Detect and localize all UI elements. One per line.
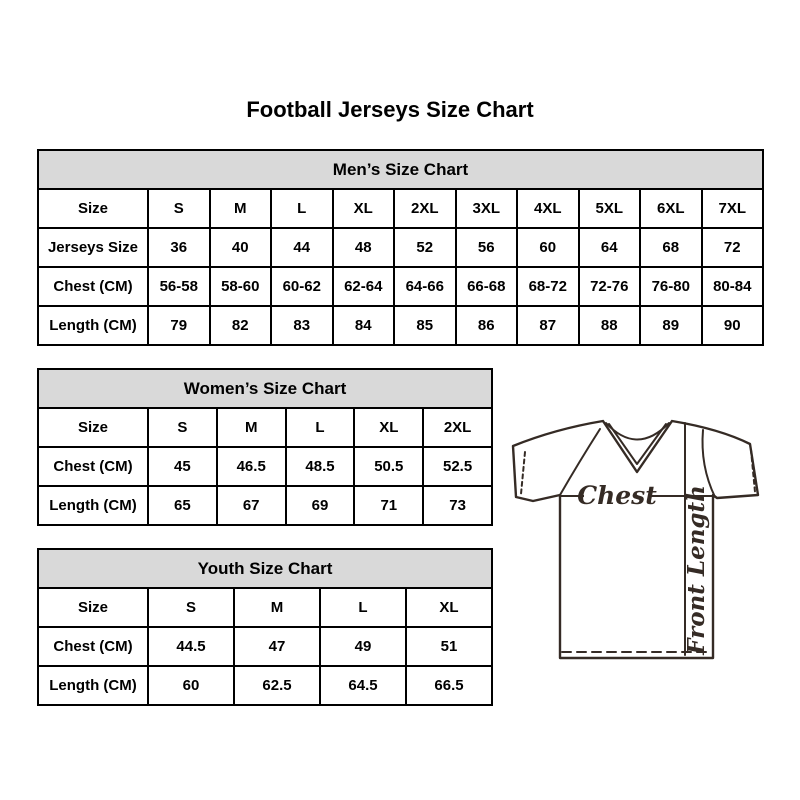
size-cell: XL bbox=[333, 189, 395, 228]
size-cell: 44.5 bbox=[148, 627, 234, 666]
chest-label: Chest bbox=[577, 481, 657, 510]
size-cell: 40 bbox=[210, 228, 272, 267]
size-cell: 89 bbox=[640, 306, 702, 345]
row-label: Chest (CM) bbox=[38, 627, 148, 666]
size-cell: 80-84 bbox=[702, 267, 764, 306]
table-row bbox=[38, 408, 492, 447]
row-label: Length (CM) bbox=[38, 306, 148, 345]
size-cell: 46.5 bbox=[217, 447, 286, 486]
size-cell: 66-68 bbox=[456, 267, 518, 306]
size-cell: 6XL bbox=[640, 189, 702, 228]
size-cell: 64.5 bbox=[320, 666, 406, 705]
size-cell: 72-76 bbox=[579, 267, 641, 306]
size-cell: 52 bbox=[394, 228, 456, 267]
size-cell: S bbox=[148, 408, 217, 447]
table-row bbox=[38, 666, 492, 705]
table-row bbox=[38, 189, 763, 228]
size-cell: 85 bbox=[394, 306, 456, 345]
size-cell: 51 bbox=[406, 627, 492, 666]
size-cell: 69 bbox=[286, 486, 355, 525]
size-cell: 44 bbox=[271, 228, 333, 267]
table-row bbox=[38, 228, 763, 267]
size-cell: 2XL bbox=[423, 408, 492, 447]
size-cell: 71 bbox=[354, 486, 423, 525]
size-cell: L bbox=[286, 408, 355, 447]
size-cell: 86 bbox=[456, 306, 518, 345]
table-row bbox=[38, 267, 763, 306]
table-header-row bbox=[38, 369, 492, 408]
size-cell: M bbox=[234, 588, 320, 627]
size-cell: 47 bbox=[234, 627, 320, 666]
row-label: Chest (CM) bbox=[38, 267, 148, 306]
size-cell: 68 bbox=[640, 228, 702, 267]
size-cell: 2XL bbox=[394, 189, 456, 228]
size-cell: 72 bbox=[702, 228, 764, 267]
front-length-label: Front Length bbox=[683, 485, 710, 655]
size-cell: 60-62 bbox=[271, 267, 333, 306]
size-cell: 50.5 bbox=[354, 447, 423, 486]
womens-table-title: Women’s Size Chart bbox=[38, 369, 492, 408]
size-cell: 90 bbox=[702, 306, 764, 345]
size-cell: S bbox=[148, 588, 234, 627]
row-label: Size bbox=[38, 408, 148, 447]
row-label: Length (CM) bbox=[38, 666, 148, 705]
row-label: Size bbox=[38, 588, 148, 627]
youth-table-title: Youth Size Chart bbox=[38, 549, 492, 588]
womens-size-table bbox=[37, 368, 493, 526]
size-cell: 83 bbox=[271, 306, 333, 345]
row-label: Size bbox=[38, 189, 148, 228]
size-cell: L bbox=[320, 588, 406, 627]
size-cell: XL bbox=[354, 408, 423, 447]
size-cell: 49 bbox=[320, 627, 406, 666]
size-cell: M bbox=[217, 408, 286, 447]
size-cell: 60 bbox=[148, 666, 234, 705]
table-header-row bbox=[38, 150, 763, 189]
table-row bbox=[38, 627, 492, 666]
size-cell: 45 bbox=[148, 447, 217, 486]
size-cell: 5XL bbox=[579, 189, 641, 228]
size-cell: 67 bbox=[217, 486, 286, 525]
size-cell: 68-72 bbox=[517, 267, 579, 306]
size-cell: 73 bbox=[423, 486, 492, 525]
mens-table-title: Men’s Size Chart bbox=[38, 150, 763, 189]
jersey-outline bbox=[513, 421, 758, 658]
size-cell: 7XL bbox=[702, 189, 764, 228]
size-cell: 52.5 bbox=[423, 447, 492, 486]
youth-size-table bbox=[37, 548, 493, 706]
size-cell: 48 bbox=[333, 228, 395, 267]
size-cell: 62.5 bbox=[234, 666, 320, 705]
size-cell: 48.5 bbox=[286, 447, 355, 486]
page-title: Football Jerseys Size Chart bbox=[246, 97, 534, 122]
size-cell: 66.5 bbox=[406, 666, 492, 705]
mens-size-table bbox=[37, 149, 764, 346]
size-cell: 58-60 bbox=[210, 267, 272, 306]
table-row bbox=[38, 588, 492, 627]
size-cell: 36 bbox=[148, 228, 210, 267]
table-row bbox=[38, 306, 763, 345]
size-cell: M bbox=[210, 189, 272, 228]
jersey-diagram bbox=[500, 400, 780, 680]
size-cell: 64-66 bbox=[394, 267, 456, 306]
row-label: Jerseys Size bbox=[38, 228, 148, 267]
size-cell: 88 bbox=[579, 306, 641, 345]
size-cell: XL bbox=[406, 588, 492, 627]
size-cell: 82 bbox=[210, 306, 272, 345]
size-cell: L bbox=[271, 189, 333, 228]
size-cell: 65 bbox=[148, 486, 217, 525]
size-cell: 76-80 bbox=[640, 267, 702, 306]
size-cell: 64 bbox=[579, 228, 641, 267]
size-cell: 3XL bbox=[456, 189, 518, 228]
table-row bbox=[38, 447, 492, 486]
table-row bbox=[38, 486, 492, 525]
table-header-row bbox=[38, 549, 492, 588]
size-cell: 56-58 bbox=[148, 267, 210, 306]
row-label: Length (CM) bbox=[38, 486, 148, 525]
size-cell: 62-64 bbox=[333, 267, 395, 306]
size-cell: 84 bbox=[333, 306, 395, 345]
size-cell: 87 bbox=[517, 306, 579, 345]
row-label: Chest (CM) bbox=[38, 447, 148, 486]
size-cell: 60 bbox=[517, 228, 579, 267]
size-cell: 4XL bbox=[517, 189, 579, 228]
size-cell: 79 bbox=[148, 306, 210, 345]
size-cell: S bbox=[148, 189, 210, 228]
size-cell: 56 bbox=[456, 228, 518, 267]
